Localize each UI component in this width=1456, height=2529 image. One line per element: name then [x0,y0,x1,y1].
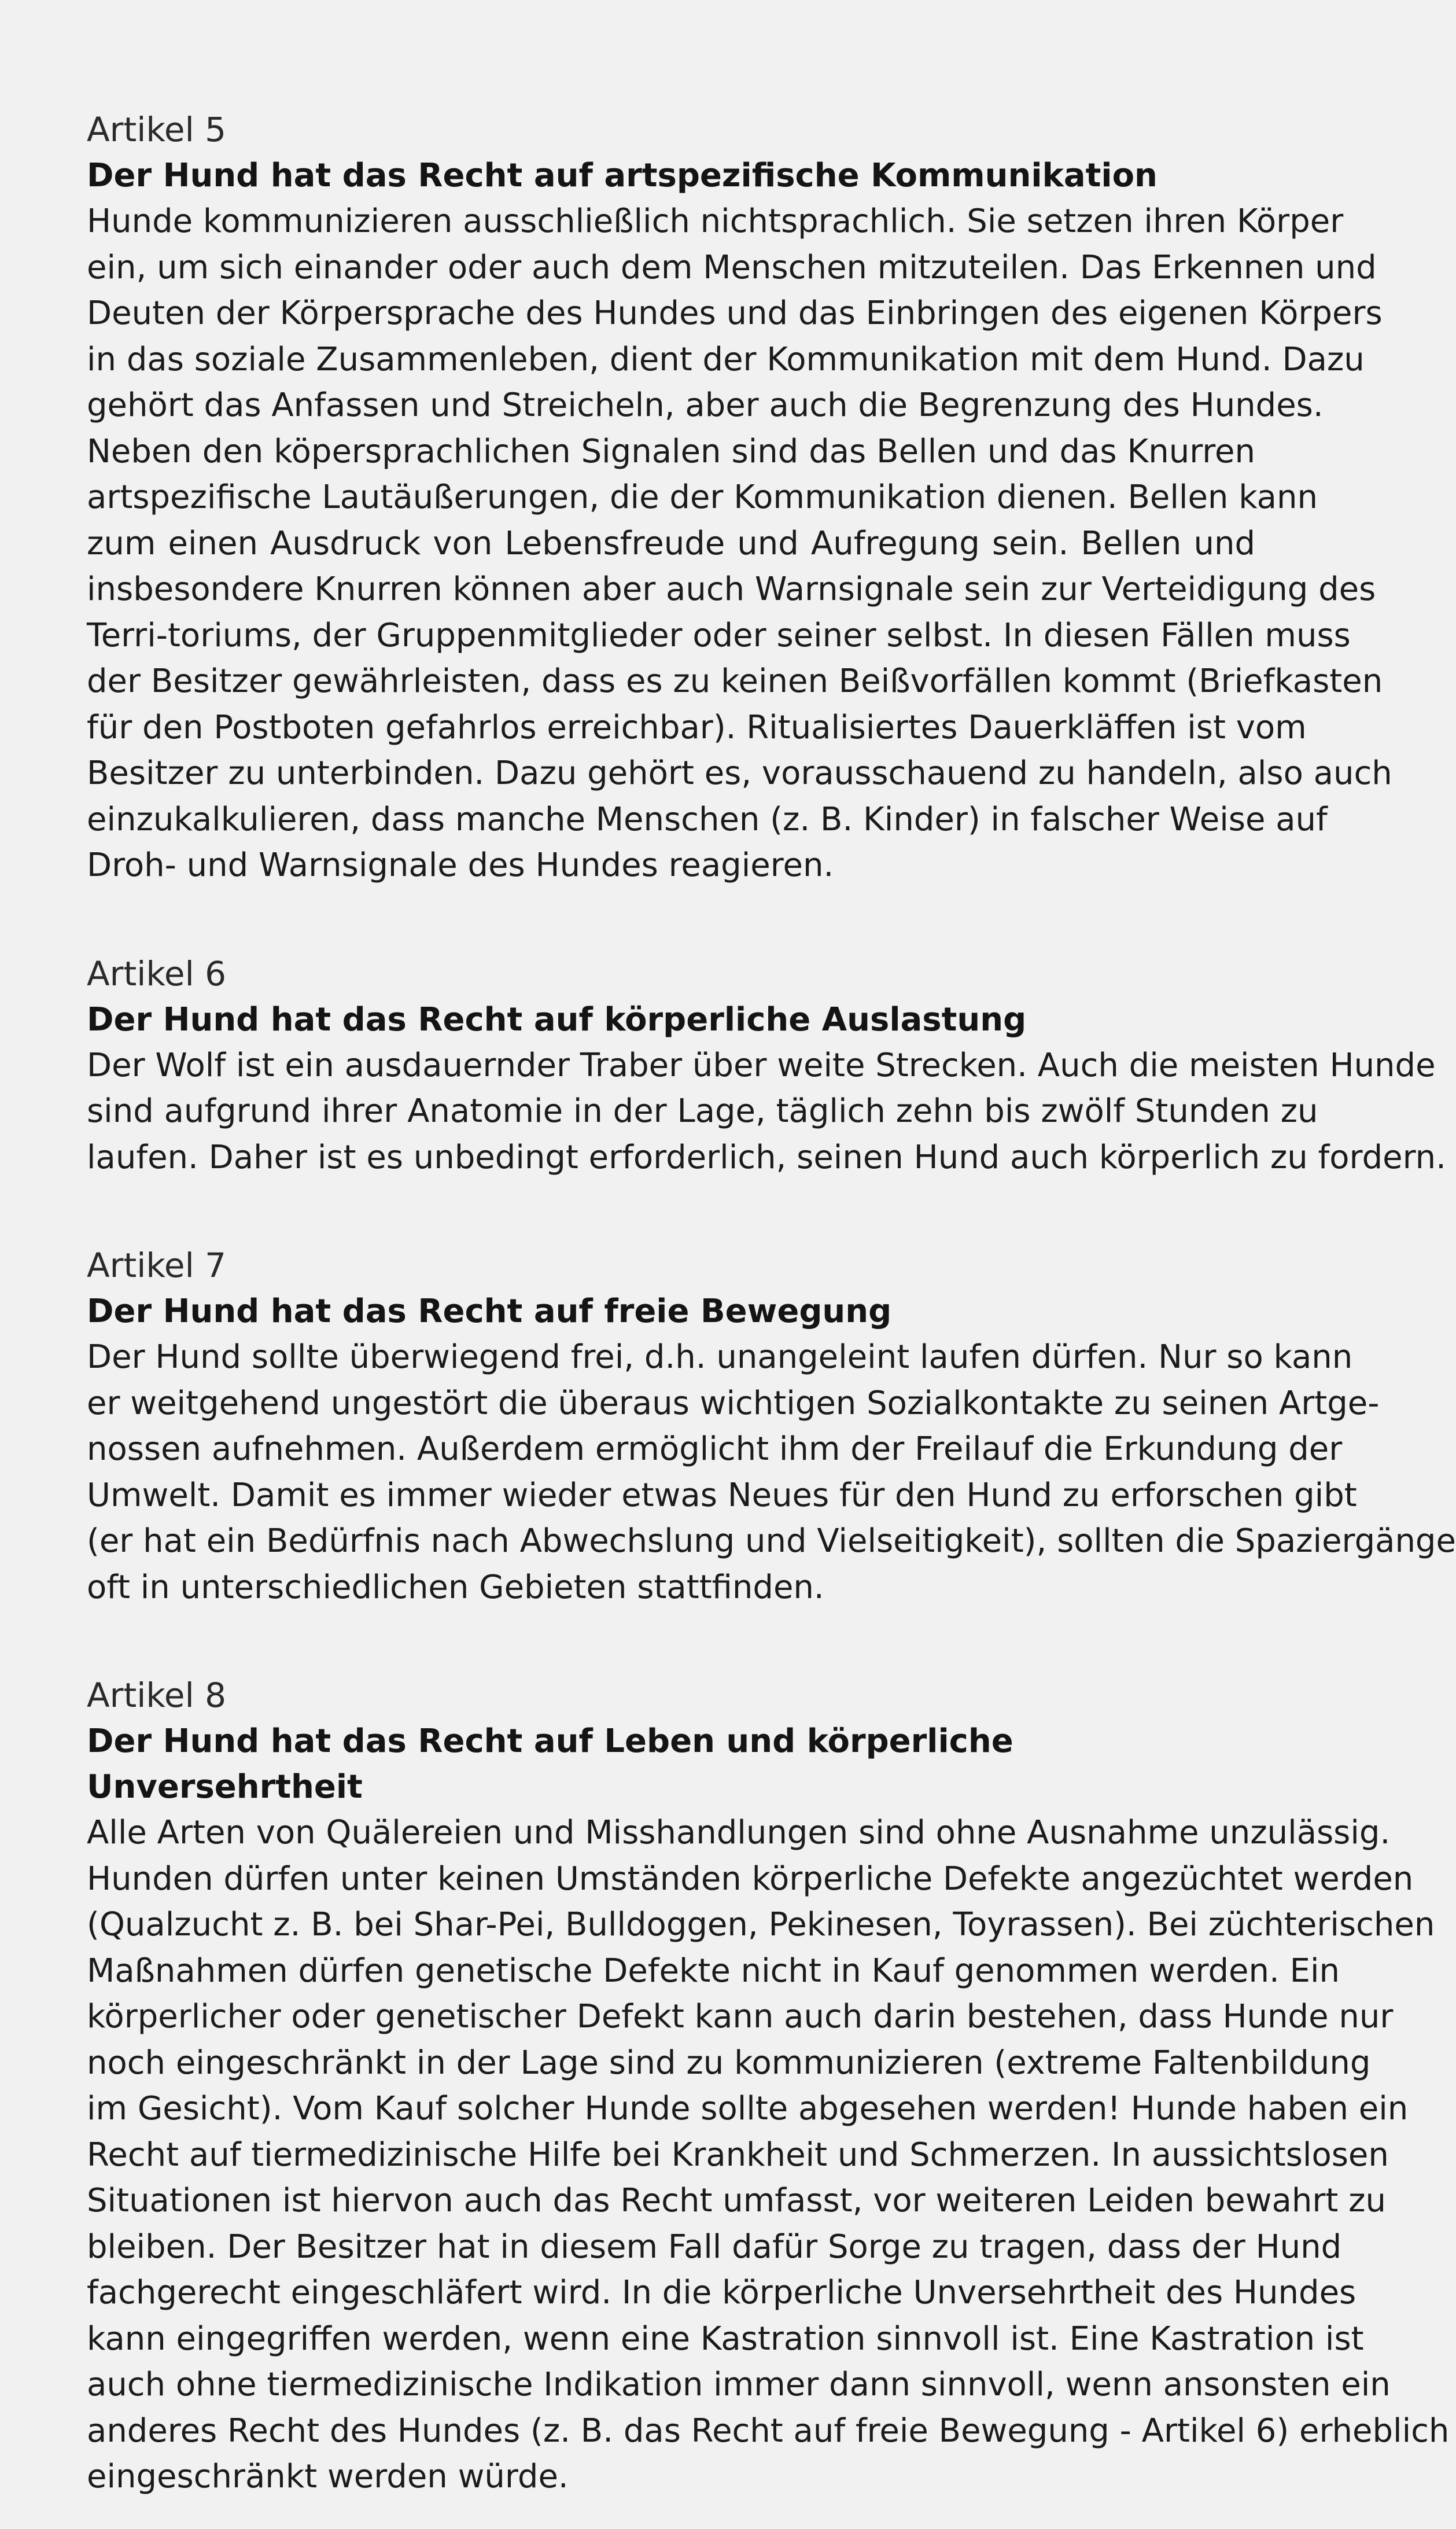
text-line: Deuten der Körpersprache des Hundes und das Einbringen des eigenen Körpers [87,295,1383,332]
text-line: Der Hund sollte überwiegend frei, d.h. unangeleint laufen dürfen. Nur so kann [87,1338,1353,1376]
text-line: kann eingegriffen werden, wenn eine Kastration sinnvoll ist. Eine Kastration ist [87,2320,1364,2358]
text-line: Hunde kommunizieren ausschließlich nichtsprachlich. Sie setzen ihren Körper [87,203,1344,240]
text-line: ein, um sich einander oder auch dem Menschen mitzuteilen. Das Erkennen und [87,248,1377,286]
text-line: im Gesicht). Vom Kauf solcher Hunde sollte abgesehen werden! Hunde haben ein [87,2090,1409,2127]
text-line: einzukalkulieren, dass manche Menschen (z. B. Kinder) in falscher Weise auf [87,800,1328,838]
text-line: Der Wolf ist ein ausdauernder Traber über weite Strecken. Auch die meisten Hunde [87,1046,1436,1084]
text-line: auch ohne tiermedizinische Indikation immer dann sinnvoll, wenn ansonsten ein [87,2366,1391,2403]
text-line: Besitzer zu unterbinden. Dazu gehört es, vorausschauend zu handeln, also auch [87,754,1392,792]
text-line: artspezifische Lautäußerungen, die der Kommunikation dienen. Bellen kann [87,478,1318,516]
article-title: Der Hund hat das Recht auf freie Bewegung [87,1293,892,1330]
text-line: noch eingeschränkt in der Lage sind zu kommunizieren (extreme Faltenbildung [87,2044,1371,2082]
text-line: Situationen ist hiervon auch das Recht umfasst, vor weiteren Leiden bewahrt zu [87,2182,1386,2219]
article-5 [87,107,1392,889]
article-number: Artikel 8 [87,1676,227,1715]
text-line: oft in unterschiedlichen Gebieten stattfinden. [87,1568,824,1606]
article-6 [87,951,1446,1181]
article-body [87,1043,1446,1181]
text-line: Alle Arten von Quälereien und Misshandlungen sind ohne Ausnahme unzulässig. [87,1814,1391,1851]
text-line: der Besitzer gewährleisten, dass es zu keinen Beißvorfällen kommt (Briefkasten [87,662,1383,700]
article-number: Artikel 6 [87,954,227,993]
article-8 [87,1673,1450,2500]
text-line: Hunden dürfen unter keinen Umständen körperliche Defekte angezüchtet werden [87,1860,1414,1898]
text-line: Umwelt. Damit es immer wieder etwas Neues für den Hund zu erforschen gibt [87,1476,1357,1514]
text-line: Recht auf tiermedizinische Hilfe bei Krankheit und Schmerzen. In aussichtslosen [87,2136,1389,2174]
text-line: (Qualzucht z. B. bei Shar-Pei, Bulldoggen, Pekinesen, Toyrassen). Bei züchterischen [87,1906,1435,1943]
text-line: bleiben. Der Besitzer hat in diesem Fall dafür Sorge zu tragen, dass der Hund [87,2228,1342,2266]
article-title: Der Hund hat das Recht auf Leben und körperliche Unversehrtheit [87,1722,1013,1806]
text-line: laufen. Daher ist es unbedingt erforderlich, seinen Hund auch körperlich zu fordern. [87,1138,1446,1176]
document-page [87,107,1456,2500]
text-line: Terri-toriums, der Gruppenmitglieder oder seiner selbst. In diesen Fällen muss [87,616,1351,654]
text-line: fachgerecht eingeschläfert wird. In die körperliche Unversehrtheit des Hundes [87,2274,1357,2311]
text-line: körperlicher oder genetischer Defekt kann auch darin bestehen, dass Hunde nur [87,1998,1394,2035]
text-line: nossen aufnehmen. Außerdem ermöglicht ihm der Freilauf die Erkundung der [87,1430,1343,1468]
text-line: anderes Recht des Hundes (z. B. das Recht auf freie Bewegung - Artikel 6) erheblich [87,2412,1450,2450]
text-line: eingeschränkt werden würde. [87,2458,569,2495]
article-7 [87,1243,1456,1610]
text-line: Neben den köpersprachlichen Signalen sind das Bellen und das Knurren [87,432,1255,470]
text-line: Maßnahmen dürfen genetische Defekte nicht in Kauf genommen werden. Ein [87,1952,1340,1990]
text-line: zum einen Ausdruck von Lebensfreude und Aufregung sein. Bellen und [87,524,1255,562]
text-line: für den Postboten gefahrlos erreichbar). Ritualisiertes Dauerkläffen ist vom [87,708,1307,746]
article-body [87,198,1392,889]
article-title: Der Hund hat das Recht auf körperliche Auslastung [87,1000,1027,1039]
article-number: Artikel 5 [87,110,227,149]
article-body [87,1810,1450,2500]
text-line: in das soziale Zusammenleben, dient der Kommunikation mit dem Hund. Dazu [87,340,1365,378]
article-body [87,1334,1456,1610]
article-title: Der Hund hat das Recht auf artspezifische Kommunikation [87,157,1158,194]
text-line: Droh- und Warnsignale des Hundes reagieren. [87,846,834,884]
text-line: er weitgehend ungestört die überaus wichtigen Sozialkontakte zu seinen Artge- [87,1384,1380,1422]
article-number: Artikel 7 [87,1246,227,1285]
text-line: gehört das Anfassen und Streicheln, aber auch die Begrenzung des Hundes. [87,386,1324,424]
text-line: (er hat ein Bedürfnis nach Abwechslung und Vielseitigkeit), sollten die Spaziergänge [87,1522,1456,1560]
text-line: sind aufgrund ihrer Anatomie in der Lage, täglich zehn bis zwölf Stunden zu [87,1092,1318,1130]
text-line: insbesondere Knurren können aber auch Warnsignale sein zur Verteidigung des [87,570,1376,608]
